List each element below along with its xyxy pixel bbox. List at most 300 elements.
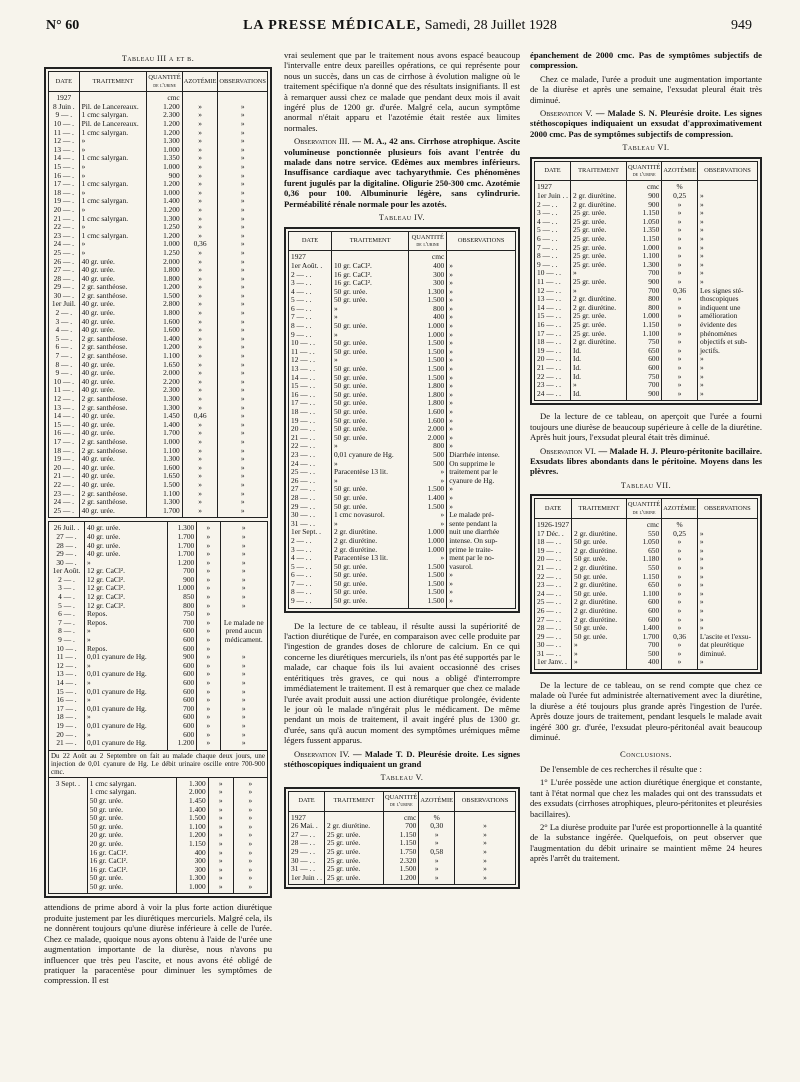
table-cell: 1.400 bbox=[147, 335, 182, 344]
table-5 bbox=[288, 791, 516, 886]
table-row bbox=[289, 399, 516, 408]
table-cell: 29 — . . bbox=[289, 848, 325, 857]
table-cell: 8 Juin . bbox=[49, 103, 80, 112]
table-cell: 25 gr. urée. bbox=[325, 865, 384, 874]
table-row bbox=[49, 670, 268, 679]
table-cell: » bbox=[662, 321, 698, 330]
table-cell: » bbox=[572, 650, 627, 659]
table-cell: 1.200 bbox=[147, 180, 182, 189]
table-cell: 1.400 bbox=[626, 624, 661, 633]
table-cell: 26 — . bbox=[49, 258, 80, 267]
table-cell: cyanure de Hg. bbox=[447, 477, 516, 486]
table-cell: 8 — . bbox=[49, 361, 80, 370]
table-cell: 900 bbox=[167, 653, 197, 662]
observation-6-label: Observation VI. bbox=[540, 445, 596, 456]
table-cell: » bbox=[182, 481, 218, 490]
table-cell: » bbox=[197, 636, 220, 645]
table-cell: » bbox=[218, 378, 268, 387]
table-cell: 650 bbox=[626, 547, 661, 556]
table-cell: 50 gr. urée. bbox=[87, 883, 176, 894]
table-cell: » bbox=[218, 163, 268, 172]
table-cell: amélioration bbox=[697, 312, 757, 321]
page-header bbox=[0, 0, 800, 40]
table-cell: » bbox=[182, 326, 218, 335]
observation-4 bbox=[284, 749, 520, 770]
table-cell: Les signes sté- bbox=[697, 287, 757, 296]
table-cell: Repos. bbox=[85, 610, 168, 619]
table-cell: 1.000 bbox=[627, 312, 662, 321]
table-cell: 2 gr. diurétine. bbox=[572, 581, 627, 590]
table-cell: 3 — . . bbox=[535, 209, 571, 218]
table-cell: 300 bbox=[409, 271, 447, 280]
col3-paragraph-1: épanchement de 2000 cmc. Pas de symptômes subjectifs de compression. bbox=[530, 50, 762, 71]
table-cell: » bbox=[662, 390, 698, 401]
table-cell: » bbox=[85, 731, 168, 740]
table-cell: » bbox=[447, 597, 516, 608]
table-cell: » bbox=[182, 361, 218, 370]
table-cell: 1er Juin . . bbox=[289, 874, 325, 885]
table-cell bbox=[572, 518, 627, 529]
table-row bbox=[535, 518, 758, 529]
table-cell: 50 gr. urée. bbox=[331, 374, 408, 383]
table-header-cell: AZOTÉMIE bbox=[419, 791, 455, 811]
table-cell: 1.000 bbox=[409, 546, 447, 555]
table-row bbox=[535, 650, 758, 659]
table-cell: 1.050 bbox=[627, 218, 662, 227]
table-cell: » bbox=[419, 874, 455, 885]
table-row bbox=[289, 580, 516, 589]
table-cell: Id. bbox=[571, 364, 627, 373]
table-cell: 50 gr. urée. bbox=[331, 348, 408, 357]
table-row bbox=[535, 261, 758, 270]
table-row bbox=[535, 192, 758, 201]
table-cell: 1.100 bbox=[147, 447, 182, 456]
table-cell: 2 — . . bbox=[289, 271, 332, 280]
table-cell: 2 gr. diurétine. bbox=[571, 295, 627, 304]
table-cell: » bbox=[662, 624, 698, 633]
table-cell: 1.600 bbox=[147, 318, 182, 327]
table-cell: 50 gr. urée. bbox=[87, 874, 176, 883]
table-3-frame bbox=[44, 67, 272, 898]
table-cell: » bbox=[79, 172, 147, 181]
table-row bbox=[49, 576, 268, 585]
table-cell: 20 — . bbox=[49, 464, 80, 473]
table-header-cell: TRAITEMENT bbox=[571, 161, 627, 181]
table-cell: indiquent une bbox=[697, 304, 757, 313]
table-cell: diminué. bbox=[697, 650, 757, 659]
table-row bbox=[49, 602, 268, 611]
table-cell: » bbox=[197, 653, 220, 662]
table-cell: » bbox=[218, 472, 268, 481]
table-cell: 15 — . bbox=[49, 688, 85, 697]
table-row bbox=[289, 485, 516, 494]
table-cell: 40 gr. urée. bbox=[79, 258, 147, 267]
table-cell: 2 gr. santhéose. bbox=[79, 438, 147, 447]
table-cell: » bbox=[182, 137, 218, 146]
table-cell: 1.500 bbox=[147, 481, 182, 490]
table-cell: » bbox=[182, 163, 218, 172]
table-cell: » bbox=[447, 417, 516, 426]
table-cell: 50 gr. urée. bbox=[331, 296, 408, 305]
observation-4-text: — Malade T. D. Pleurésie droite. Les signes stéthoscopiques indiquaient un grand bbox=[284, 748, 520, 769]
table-cell: 31 — . . bbox=[535, 650, 572, 659]
table-cell: 4 — . . bbox=[289, 554, 332, 563]
table-cell: 50 gr. urée. bbox=[331, 288, 408, 297]
table-cell: 5 — . bbox=[49, 335, 80, 344]
table-cell: 40 gr. urée. bbox=[79, 309, 147, 318]
table-cell: 16 — . bbox=[49, 696, 85, 705]
table-cell: 600 bbox=[167, 670, 197, 679]
table-cell: 23 — . bbox=[49, 490, 80, 499]
table-cell: » bbox=[662, 547, 698, 556]
table-cell: 1927 bbox=[49, 92, 80, 103]
table-cell: » bbox=[208, 831, 233, 840]
table-cell: 7 — . . bbox=[289, 580, 332, 589]
table-cell: » bbox=[447, 391, 516, 400]
table-cell: 1.000 bbox=[147, 189, 182, 198]
table-cell: » bbox=[218, 369, 268, 378]
table-cell: » bbox=[182, 283, 218, 292]
table-cell: 1927 bbox=[289, 251, 332, 262]
table-cell: » bbox=[447, 382, 516, 391]
table-header-cell: TRAITEMENT bbox=[79, 72, 147, 92]
table-header-cell: OBSERVATIONS bbox=[455, 791, 516, 811]
table-row bbox=[289, 356, 516, 365]
table-cell: 50 gr. urée. bbox=[331, 580, 408, 589]
table-cell: 50 gr. urée. bbox=[331, 494, 408, 503]
table-cell: 550 bbox=[626, 530, 661, 539]
table-cell: » bbox=[662, 304, 698, 313]
table-cell: 13 — . bbox=[49, 146, 80, 155]
table-cell: » bbox=[697, 209, 757, 218]
table-cell: 30 — . bbox=[49, 559, 85, 568]
table-cell: 1.600 bbox=[409, 408, 447, 417]
table-cell: 1 cmc salyrgan. bbox=[79, 215, 147, 224]
table-cell: 750 bbox=[627, 338, 662, 347]
table-cell: » bbox=[331, 442, 408, 451]
table-cell: 24 — . bbox=[49, 498, 80, 507]
table-header-cell: QUANTITÉ de l'urine bbox=[409, 231, 447, 251]
table-cell: » bbox=[419, 857, 455, 866]
table-cell bbox=[447, 251, 516, 262]
table-cell: » bbox=[220, 550, 267, 559]
table-row bbox=[289, 296, 516, 305]
table-cell: » bbox=[208, 849, 233, 858]
table-cell: 28 — . bbox=[49, 275, 80, 284]
table-cell: 1.500 bbox=[409, 485, 447, 494]
table-cell: 6 — . bbox=[49, 343, 80, 352]
table-cell: 600 bbox=[167, 688, 197, 697]
table-cell: » bbox=[447, 262, 516, 271]
table-cell: 23 — . . bbox=[535, 581, 572, 590]
table-cell: 2 gr. diurétine. bbox=[572, 530, 627, 539]
table-cell: 1.200 bbox=[384, 874, 419, 885]
table-cell: 40 gr. urée. bbox=[79, 472, 147, 481]
table-cell: » bbox=[182, 386, 218, 395]
table-cell: Id. bbox=[571, 355, 627, 364]
table-row bbox=[535, 598, 758, 607]
table-cell: » bbox=[331, 477, 408, 486]
table-row bbox=[49, 739, 268, 750]
table-cell: » bbox=[182, 490, 218, 499]
table-cell: 25 gr. urée. bbox=[325, 848, 384, 857]
table-cell: » bbox=[85, 679, 168, 688]
table-row bbox=[49, 840, 268, 849]
table-cell: 2 gr. santhéose. bbox=[79, 447, 147, 456]
table-cell: thoscopiques bbox=[697, 295, 757, 304]
table-cell: 0,01 cyanure de Hg. bbox=[85, 705, 168, 714]
table-cell: » bbox=[218, 172, 268, 181]
table-cell: » bbox=[218, 206, 268, 215]
table-cell: prend aucun bbox=[220, 627, 267, 636]
table-cell: 10 — . . bbox=[289, 339, 332, 348]
table-row bbox=[49, 874, 268, 883]
table-cell: 1.100 bbox=[626, 590, 661, 599]
table-cell: 2 gr. santhéose. bbox=[79, 335, 147, 344]
table-cell: 20 — . . bbox=[289, 425, 332, 434]
table-cell: » bbox=[197, 645, 220, 654]
table-cell: 2 gr. diurétine. bbox=[571, 192, 627, 201]
table-row bbox=[49, 883, 268, 894]
table-header-cell: AZOTÉMIE bbox=[182, 72, 218, 92]
table-cell: » bbox=[662, 555, 698, 564]
table-3-title: Tableau III a et b. bbox=[121, 54, 195, 63]
table-cell: » bbox=[218, 352, 268, 361]
table-cell: » bbox=[218, 137, 268, 146]
table-cell: 1.150 bbox=[627, 235, 662, 244]
table-cell: » bbox=[233, 788, 267, 797]
journal-title bbox=[0, 18, 800, 34]
table-row bbox=[289, 571, 516, 580]
table-cell: » bbox=[419, 831, 455, 840]
table-cell: L'ascite et l'exsu- bbox=[697, 633, 757, 642]
table-cell: 1 cmc salyrgan. bbox=[79, 154, 147, 163]
table-cell: 16 gr. CaCl². bbox=[87, 866, 176, 875]
table-row bbox=[49, 662, 268, 671]
table-cell: 22 — . bbox=[49, 481, 80, 490]
table-cell: 1.000 bbox=[409, 528, 447, 537]
table-cell: » bbox=[447, 503, 516, 512]
table-cell: 11 — . bbox=[49, 129, 80, 138]
table-cell: 23 — . bbox=[49, 232, 80, 241]
table-cell: 6 — . . bbox=[535, 235, 571, 244]
table-cell: » bbox=[233, 797, 267, 806]
table-row bbox=[535, 364, 758, 373]
table-header-cell: OBSERVATIONS bbox=[697, 499, 757, 519]
table-cell: » bbox=[182, 498, 218, 507]
table-cell: 2 — . bbox=[49, 576, 85, 585]
table-row bbox=[289, 251, 516, 262]
table-cell: 1.100 bbox=[147, 352, 182, 361]
table-cell: 23 — . . bbox=[289, 451, 332, 460]
table-cell: » bbox=[447, 494, 516, 503]
table-cell: 15 — . . bbox=[289, 382, 332, 391]
table-cell: » bbox=[697, 364, 757, 373]
table-cell: » bbox=[697, 390, 757, 401]
table-cell: 7 — . . bbox=[535, 244, 571, 253]
table-cell: 25 gr. urée. bbox=[571, 261, 627, 270]
table-cell: 700 bbox=[627, 287, 662, 296]
table-3b bbox=[48, 521, 268, 750]
table-cell: Repos. bbox=[85, 645, 168, 654]
table-row bbox=[49, 550, 268, 559]
table-row bbox=[49, 593, 268, 602]
table-cell: 800 bbox=[627, 295, 662, 304]
table-row bbox=[49, 731, 268, 740]
table-cell: » bbox=[662, 381, 698, 390]
table-cell: » bbox=[182, 206, 218, 215]
table-cell: 1 cmc salyrgan. bbox=[87, 788, 176, 797]
table-cell: 50 gr. urée. bbox=[331, 399, 408, 408]
table-cell: 16 gr. CaCl². bbox=[331, 279, 408, 288]
table-cell: » bbox=[218, 404, 268, 413]
table-cell: 2.800 bbox=[147, 300, 182, 309]
table-cell: 19 — . bbox=[49, 197, 80, 206]
table-cell: » bbox=[197, 705, 220, 714]
table-cell: cmc bbox=[147, 92, 182, 103]
table-cell: 24 — . . bbox=[289, 460, 332, 469]
table-cell: » bbox=[447, 485, 516, 494]
table-cell: 14 — . bbox=[49, 412, 80, 421]
table-cell: 16 — . bbox=[49, 429, 80, 438]
table-row bbox=[49, 857, 268, 866]
table-cell: » bbox=[697, 555, 757, 564]
table-cell: » bbox=[197, 610, 220, 619]
table-cell: 9 — . . bbox=[289, 331, 332, 340]
table-cell: 17 — . . bbox=[535, 330, 571, 339]
table-cell: cmc bbox=[384, 811, 419, 822]
table-row bbox=[289, 271, 516, 280]
table-row bbox=[289, 425, 516, 434]
table-cell: » bbox=[409, 520, 447, 529]
table-cell: 700 bbox=[627, 381, 662, 390]
table-cell: » bbox=[331, 520, 408, 529]
table-cell: » bbox=[662, 616, 698, 625]
table-cell: » bbox=[197, 576, 220, 585]
table-cell: phénomènes bbox=[697, 330, 757, 339]
table-cell: » bbox=[182, 472, 218, 481]
table-cell: 50 gr. urée. bbox=[331, 597, 408, 608]
table-cell: 500 bbox=[409, 460, 447, 469]
table-cell: » bbox=[220, 705, 267, 714]
table-4-title: Tableau IV. bbox=[378, 213, 426, 223]
table-cell: » bbox=[79, 137, 147, 146]
table-cell: » bbox=[697, 624, 757, 633]
table-cell: » bbox=[218, 197, 268, 206]
table-cell: 5 — . . bbox=[289, 563, 332, 572]
table-cell: 900 bbox=[627, 390, 662, 401]
table-cell: » bbox=[697, 607, 757, 616]
table-cell: 40 gr. urée. bbox=[79, 275, 147, 284]
table-cell: 1.700 bbox=[147, 507, 182, 518]
table-cell: 40 gr. urée. bbox=[79, 412, 147, 421]
table-cell: 1927 bbox=[535, 181, 571, 192]
table-cell: 9 — . bbox=[49, 369, 80, 378]
table-cell: 27 — . bbox=[49, 533, 85, 542]
table-cell: » bbox=[331, 305, 408, 314]
table-cell: » bbox=[447, 571, 516, 580]
table-cell: » bbox=[233, 823, 267, 832]
table-cell: 2 gr. diurétine. bbox=[572, 547, 627, 556]
table-cell: » bbox=[79, 146, 147, 155]
table-6 bbox=[534, 161, 758, 402]
table-cell: 700 bbox=[626, 641, 661, 650]
table-row bbox=[289, 365, 516, 374]
table-cell: 16 gr. CaCl². bbox=[331, 271, 408, 280]
table-cell: » bbox=[220, 559, 267, 568]
table-cell: » bbox=[197, 593, 220, 602]
table-cell: 21 — . . bbox=[535, 564, 572, 573]
table-cell: » bbox=[197, 731, 220, 740]
table-cell: 300 bbox=[409, 279, 447, 288]
table-row bbox=[289, 374, 516, 383]
table-cell: 13 — . . bbox=[289, 365, 332, 374]
table-cell: » bbox=[220, 696, 267, 705]
table-row bbox=[289, 391, 516, 400]
table-cell: 1.500 bbox=[409, 348, 447, 357]
table-cell: 0,30 bbox=[419, 822, 455, 831]
table-row bbox=[289, 313, 516, 322]
table-cell: 0,36 bbox=[662, 287, 698, 296]
table-cell: 9 — . bbox=[49, 111, 80, 120]
table-cell: 500 bbox=[626, 650, 661, 659]
table-cell: » bbox=[218, 129, 268, 138]
table-header-cell: OBSERVATIONS bbox=[697, 161, 757, 181]
table-cell: » bbox=[182, 343, 218, 352]
col1-paragraph: attendions de prime abord à voir la plus forte action diurétique produite justement par les diurétiques mercuriels. Malgré cela, ils ne donnèrent toujours qu'une diurèse inférieure à celle de l'urée. Chez ce malade, quoique nous ayons obtenu à l'aide de l'urée une augmentation importante de la diurèse, nous n'avons pu influencer que très peu l'ascite, et nous avons été obligé de pratiquer la paracentèse pour diminuer les symptômes de compression. Il est bbox=[44, 902, 272, 986]
table-cell: 1.250 bbox=[147, 223, 182, 232]
table-cell: » bbox=[572, 658, 627, 669]
table-cell: 2 gr. santhéose. bbox=[79, 490, 147, 499]
table-cell: » bbox=[220, 722, 267, 731]
table-cell: » bbox=[220, 567, 267, 576]
conclusion-1: 1° L'urée possède une action diurétique énergique et constante, tant à l'état normal que chez les malades qui ont des transsudats et des exsudats (cirrhoses atrophiques, pleuro-péritonites et pleurésies bacillaires). bbox=[530, 777, 762, 819]
table-4-frame bbox=[284, 227, 520, 613]
table-row bbox=[49, 584, 268, 593]
table-cell: » bbox=[571, 269, 627, 278]
table-cell: 1.300 bbox=[147, 498, 182, 507]
table-row bbox=[289, 597, 516, 608]
table-cell: 1.200 bbox=[147, 206, 182, 215]
table-cell: 20 gr. urée. bbox=[87, 840, 176, 849]
table-cell: 3 — . bbox=[49, 318, 80, 327]
table-cell: » bbox=[697, 252, 757, 261]
table-cell: » bbox=[182, 429, 218, 438]
table-cell: 2 gr. diurétine. bbox=[572, 564, 627, 573]
table-cell: 40 gr. urée. bbox=[79, 455, 147, 464]
table-cell: 18 — . . bbox=[289, 408, 332, 417]
table-cell: 7 — . . bbox=[289, 313, 332, 322]
table-cell: 400 bbox=[176, 849, 208, 858]
table-cell: 0,25 bbox=[662, 530, 698, 539]
table-cell: » bbox=[662, 573, 698, 582]
table-cell: 8 — . . bbox=[535, 252, 571, 261]
table-cell: 1.000 bbox=[627, 244, 662, 253]
table-cell: 20 — . bbox=[49, 731, 85, 740]
table-cell: 40 gr. urée. bbox=[79, 386, 147, 395]
table-cell: » bbox=[182, 369, 218, 378]
table-cell: » bbox=[197, 533, 220, 542]
table-cell: 300 bbox=[176, 866, 208, 875]
table-cell: 50 gr. urée. bbox=[572, 538, 627, 547]
table-cell bbox=[49, 814, 88, 823]
table-row bbox=[289, 279, 516, 288]
table-cell: 10 — . bbox=[49, 378, 80, 387]
table-cell: » bbox=[208, 857, 233, 866]
table-cell: nuit une diarrhée bbox=[447, 528, 516, 537]
table-cell: » bbox=[697, 581, 757, 590]
table-cell: 1.500 bbox=[409, 597, 447, 608]
